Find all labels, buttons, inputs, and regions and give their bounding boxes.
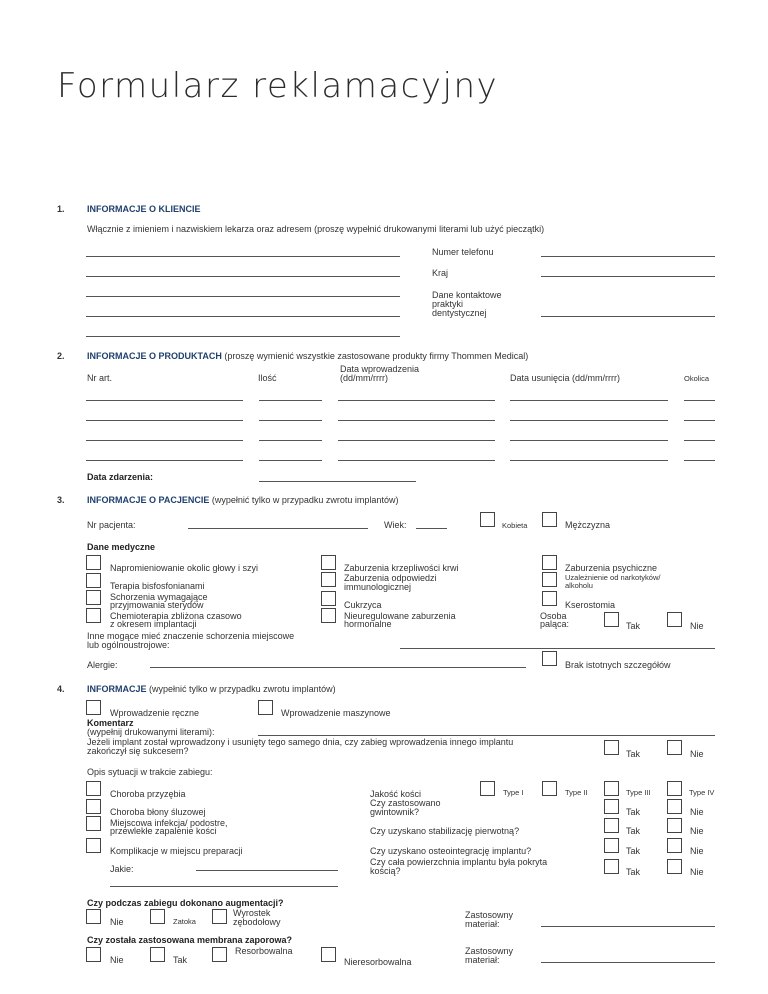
other-conditions-field[interactable] xyxy=(400,648,715,649)
d2-label: Choroba błony śluzowej xyxy=(110,807,206,817)
client-line-5[interactable] xyxy=(86,336,400,337)
c6-label: Terapia bisfosfonianami xyxy=(110,581,205,591)
c7-label-1: Schorzenia wymagające xyxy=(110,592,208,602)
smoker-yes-checkbox[interactable] xyxy=(604,612,619,627)
c3-label: Zaburzenia psychiczne xyxy=(565,563,658,573)
product-rem-3[interactable] xyxy=(510,440,668,441)
aug-no-checkbox[interactable] xyxy=(86,909,101,924)
c8-checkbox[interactable] xyxy=(321,591,336,606)
comment-field[interactable] xyxy=(258,735,715,736)
product-rem-4[interactable] xyxy=(510,460,668,461)
smoker-yes-label: Tak xyxy=(626,621,641,631)
primary-no-checkbox[interactable] xyxy=(667,818,682,833)
product-qty-3[interactable] xyxy=(259,440,322,441)
section-1-number: 1. xyxy=(57,204,65,214)
c11-checkbox[interactable] xyxy=(321,608,336,623)
section-2-heading: INFORMACJE O PRODUKTACH (proszę wymienić wszystkie zastosowane produkty firmy Thommen Medical) xyxy=(87,351,529,361)
manual-checkbox[interactable] xyxy=(86,700,101,715)
age-label: Wiek: xyxy=(384,520,407,530)
aug-material-label-1: Zastosowny xyxy=(465,910,514,920)
contact-label-2: praktyki xyxy=(432,299,464,309)
other-conditions-label-1: Inne mogące mieć znaczenie schorzenia miejscowe xyxy=(87,631,295,641)
section-3-number: 3. xyxy=(57,495,65,505)
type4-checkbox[interactable] xyxy=(667,781,682,796)
manual-label: Wprowadzenie ręczne xyxy=(110,708,200,718)
resorbable-checkbox[interactable] xyxy=(212,947,227,962)
thread-yes-checkbox[interactable] xyxy=(604,799,619,814)
cover-yes-label: Tak xyxy=(626,867,641,877)
primary-no-label: Nie xyxy=(690,826,704,836)
d3-label-1: Miejscowa infekcja/ podostre, xyxy=(110,818,228,828)
col-insertion-1: Data wprowadzenia xyxy=(340,364,420,374)
c9-label: Kserostomia xyxy=(565,600,616,610)
bone-quality-label: Jakość kości xyxy=(370,789,422,799)
q1-no-checkbox[interactable] xyxy=(667,740,682,755)
q1-line-2: zakończył się sukcesem? xyxy=(87,746,189,756)
col-article: Nr art. xyxy=(87,373,113,383)
client-line-2[interactable] xyxy=(86,276,400,277)
product-ins-4[interactable] xyxy=(338,460,495,461)
machine-checkbox[interactable] xyxy=(258,700,273,715)
smoker-no-checkbox[interactable] xyxy=(667,612,682,627)
c11-label-1: Nieuregulowane zaburzenia xyxy=(344,611,456,621)
no-details-label: Brak istotnych szczegółów xyxy=(565,660,671,670)
mem-no-label: Nie xyxy=(110,955,124,965)
product-reg-2[interactable] xyxy=(684,420,715,421)
smoker-no-label: Nie xyxy=(690,621,704,631)
ridge-label-2: zębodołowy xyxy=(233,917,281,927)
which-field[interactable] xyxy=(196,870,338,871)
product-qty-1[interactable] xyxy=(259,400,322,401)
osseo-label: Czy uzyskano osteointegrację implantu? xyxy=(370,846,532,856)
thread-label-2: gwintownik? xyxy=(370,807,420,817)
contact-label-3: dentystycznej xyxy=(432,308,487,318)
event-date-label: Data zdarzenia: xyxy=(87,472,154,482)
which-label: Jakie: xyxy=(110,864,134,874)
c7-label-2: przyjmowania sterydów xyxy=(110,600,204,610)
c5-label-1: Uzależnienie od narkotyków/ xyxy=(565,573,661,582)
resorbable-label: Resorbowalna xyxy=(235,946,293,956)
mem-yes-checkbox[interactable] xyxy=(150,947,165,962)
product-ins-1[interactable] xyxy=(338,400,495,401)
cover-label-2: kością? xyxy=(370,866,401,876)
c6-checkbox[interactable] xyxy=(86,573,101,588)
mem-material-field[interactable] xyxy=(541,962,715,963)
event-date-field[interactable] xyxy=(259,481,416,482)
c3-checkbox[interactable] xyxy=(542,555,557,570)
client-line-4[interactable] xyxy=(86,316,400,317)
client-line-1[interactable] xyxy=(86,256,400,257)
smoker-label-2: paląca: xyxy=(540,619,570,629)
type2-checkbox[interactable] xyxy=(542,781,557,796)
product-art-2[interactable] xyxy=(86,420,243,421)
patient-number-label: Nr pacjenta: xyxy=(87,520,136,530)
c9-checkbox[interactable] xyxy=(542,591,557,606)
c5-label-2: alkoholu xyxy=(565,581,593,590)
c10-label-1: Chemioterapia zbliżona czasowo xyxy=(110,611,242,621)
section-1-heading: INFORMACJE O KLIENCIE xyxy=(87,204,201,214)
product-reg-3[interactable] xyxy=(684,440,715,441)
section-4-number: 4. xyxy=(57,684,65,694)
q1-no-label: Nie xyxy=(690,749,704,759)
primary-yes-label: Tak xyxy=(626,826,641,836)
country-label: Kraj xyxy=(432,268,449,278)
thread-yes-label: Tak xyxy=(626,807,641,817)
c8-label: Cukrzyca xyxy=(344,600,382,610)
sinus-checkbox[interactable] xyxy=(150,909,165,924)
osseo-yes-label: Tak xyxy=(626,846,641,856)
primary-yes-checkbox[interactable] xyxy=(604,818,619,833)
product-rem-2[interactable] xyxy=(510,420,668,421)
d2-checkbox[interactable] xyxy=(86,799,101,814)
cover-yes-checkbox[interactable] xyxy=(604,859,619,874)
q1-yes-label: Tak xyxy=(626,749,641,759)
col-removal: Data usunięcia (dd/mm/rrrr) xyxy=(510,373,621,383)
nonresorbable-checkbox[interactable] xyxy=(321,947,336,962)
d4-label: Komplikacje w miejscu preparacji xyxy=(110,846,243,856)
mem-material-label-1: Zastosowny xyxy=(465,946,514,956)
type1-checkbox[interactable] xyxy=(480,781,495,796)
c7-checkbox[interactable] xyxy=(86,590,101,605)
male-checkbox[interactable] xyxy=(542,512,557,527)
which-field-2[interactable] xyxy=(110,886,338,887)
thread-no-checkbox[interactable] xyxy=(667,799,682,814)
c1-checkbox[interactable] xyxy=(86,555,101,570)
c4-label-2: immunologicznej xyxy=(344,582,412,592)
sinus-label: Zatoka xyxy=(173,917,196,926)
section-1-description: Włącznie z imieniem i nazwiskiem lekarza oraz adresem (proszę wypełnić drukowanymi literami lub użyć pieczątki) xyxy=(87,224,545,234)
aug-material-label-2: materiał: xyxy=(465,919,500,929)
osseo-no-label: Nie xyxy=(690,846,704,856)
mem-no-checkbox[interactable] xyxy=(86,947,101,962)
smoker-label-1: Osoba xyxy=(540,611,567,621)
osseo-yes-checkbox[interactable] xyxy=(604,838,619,853)
medical-data-heading: Dane medyczne xyxy=(87,542,156,552)
country-field[interactable] xyxy=(541,276,715,277)
aug-material-field[interactable] xyxy=(541,926,715,927)
age-field[interactable] xyxy=(416,528,447,529)
male-label: Mężczyzna xyxy=(565,520,611,530)
allergy-field[interactable] xyxy=(150,667,526,668)
primary-stability-label: Czy uzyskano stabilizację pierwotną? xyxy=(370,826,520,836)
col-region: Okolica xyxy=(684,374,710,383)
client-line-3[interactable] xyxy=(86,296,400,297)
mem-yes-label: Tak xyxy=(173,955,188,965)
type4-label: Type IV xyxy=(689,788,715,797)
patient-number-field[interactable] xyxy=(188,528,368,529)
machine-label: Wprowadzenie maszynowe xyxy=(281,708,391,718)
mem-material-label-2: materiał: xyxy=(465,955,500,965)
d4-checkbox[interactable] xyxy=(86,838,101,853)
col-insertion-2: (dd/mm/rrrr) xyxy=(340,373,388,383)
cover-no-checkbox[interactable] xyxy=(667,859,682,874)
col-quantity: Ilość xyxy=(258,373,277,383)
section-3-heading: INFORMACJE O PACJENCIE (wypełnić tylko w przypadku zwrotu implantów) xyxy=(87,495,399,505)
thread-label-1: Czy zastosowano xyxy=(370,798,441,808)
product-qty-2[interactable] xyxy=(259,420,322,421)
type1-label: Type I xyxy=(503,788,524,797)
c1-label: Napromieniowanie okolic głowy i szyi xyxy=(110,563,259,573)
female-label: Kobieta xyxy=(502,521,528,530)
d3-label-2: przewlekłe zapalenie kości xyxy=(110,826,217,836)
product-art-1[interactable] xyxy=(86,400,243,401)
product-reg-4[interactable] xyxy=(684,460,715,461)
product-ins-2[interactable] xyxy=(338,420,495,421)
type3-checkbox[interactable] xyxy=(604,781,619,796)
type3-label: Type III xyxy=(626,788,651,797)
q1-line-1: Jeżeli implant został wprowadzony i usunięty tego samego dnia, czy zabieg wprowadzenia innego implantu xyxy=(87,737,514,747)
c5-checkbox[interactable] xyxy=(542,572,557,587)
c4-label-1: Zaburzenia odpowiedzi xyxy=(344,573,437,583)
phone-label: Numer telefonu xyxy=(432,247,494,257)
thread-no-label: Nie xyxy=(690,807,704,817)
membrane-question: Czy została zastosowana membrana zaporowa? xyxy=(87,935,293,945)
product-ins-3[interactable] xyxy=(338,440,495,441)
comment-note: (wypełnij drukowanymi literami): xyxy=(87,727,215,737)
section-4-heading: INFORMACJE (wypełnić tylko w przypadku zwrotu implantów) xyxy=(87,684,336,694)
osseo-no-checkbox[interactable] xyxy=(667,838,682,853)
c2-label: Zaburzenia krzepliwości krwi xyxy=(344,563,459,573)
allergy-label: Alergie: xyxy=(87,660,118,670)
contact-field[interactable] xyxy=(541,316,715,317)
product-qty-4[interactable] xyxy=(259,460,322,461)
ridge-label-1: Wyrostek xyxy=(233,908,271,918)
cover-no-label: Nie xyxy=(690,867,704,877)
product-art-4[interactable] xyxy=(86,460,243,461)
product-art-3[interactable] xyxy=(86,440,243,441)
page-title: Formularz reklamacyjny xyxy=(57,66,499,106)
c10-label-2: z okresem implantacji xyxy=(110,619,197,629)
c2-checkbox[interactable] xyxy=(321,555,336,570)
no-details-checkbox[interactable] xyxy=(542,651,557,666)
nonresorbable-label: Nieresorbowalna xyxy=(344,957,412,967)
q1-yes-checkbox[interactable] xyxy=(604,740,619,755)
contact-label-1: Dane kontaktowe xyxy=(432,290,502,300)
product-rem-1[interactable] xyxy=(510,400,668,401)
other-conditions-label-2: lub ogólnoustrojowe: xyxy=(87,640,170,650)
phone-field[interactable] xyxy=(541,256,715,257)
ridge-checkbox[interactable] xyxy=(212,909,227,924)
d1-checkbox[interactable] xyxy=(86,781,101,796)
female-checkbox[interactable] xyxy=(480,512,495,527)
situation-label: Opis sytuacji w trakcie zabiegu: xyxy=(87,767,213,777)
aug-no-label: Nie xyxy=(110,917,124,927)
product-reg-1[interactable] xyxy=(684,400,715,401)
c4-checkbox[interactable] xyxy=(321,572,336,587)
d3-checkbox[interactable] xyxy=(86,816,101,831)
type2-label: Type II xyxy=(565,788,588,797)
section-2-number: 2. xyxy=(57,351,65,361)
c10-checkbox[interactable] xyxy=(86,608,101,623)
cover-label-1: Czy cała powierzchnia implantu była pokryta xyxy=(370,857,548,867)
d1-label: Choroba przyzębia xyxy=(110,789,186,799)
comment-heading: Komentarz xyxy=(87,718,134,728)
c11-label-2: hormonalne xyxy=(344,619,392,629)
augmentation-question: Czy podczas zabiegu dokonano augmentacji? xyxy=(87,898,284,908)
